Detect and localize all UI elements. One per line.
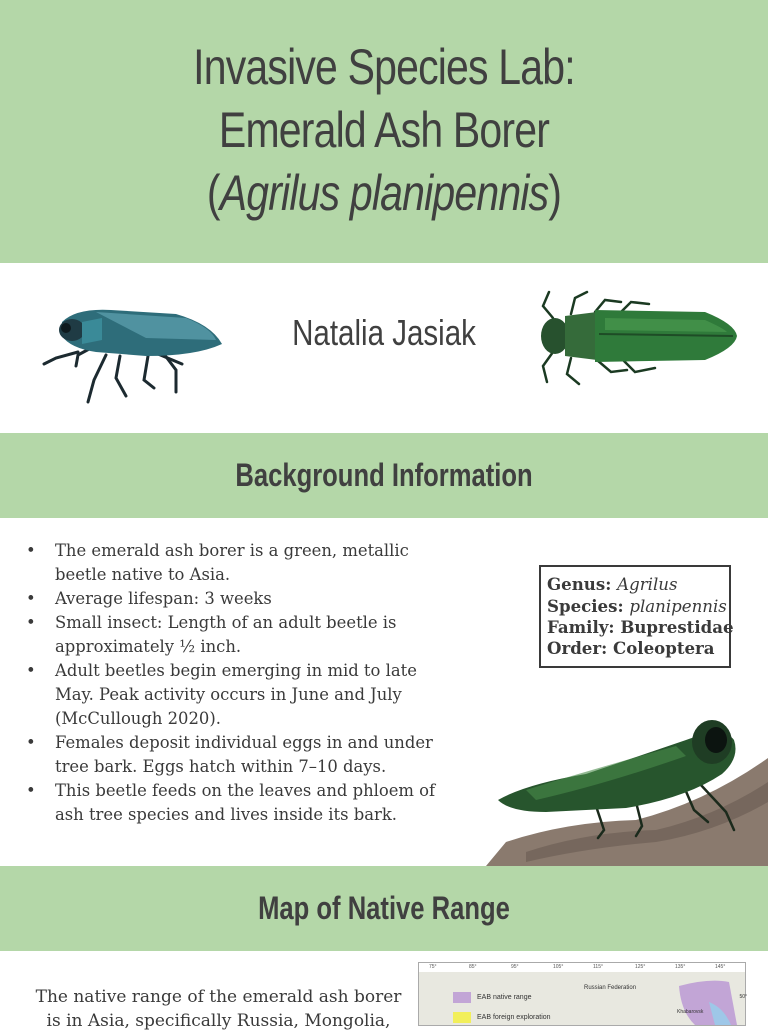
list-item: • This beetle feeds on the leaves and phloem of ash tree species and lives inside its bark. <box>22 779 447 827</box>
legend-swatch <box>453 1012 471 1023</box>
taxonomy-order: Order: Coleoptera <box>547 637 715 658</box>
legend-native-range: EAB native range <box>453 992 531 1003</box>
map-city-label: Khabarovsk <box>677 1009 704 1015</box>
map-section-header <box>0 866 768 951</box>
taxonomy-genus: Genus: Agrilus <box>547 574 678 594</box>
list-item: • The emerald ash borer is a green, metallic beetle native to Asia. <box>22 539 447 587</box>
map-longitude-ticks: 75° 85° 95° 105° 115° 125° 135° 145° <box>419 963 745 972</box>
list-item: • Small insect: Length of an adult beetle is approximately ½ inch. <box>22 611 447 659</box>
title-line-2: Emerald Ash Borer <box>218 102 550 158</box>
native-range-text: The native range of the emerald ash borer is in Asia, specifically Russia, Mongolia, <box>35 987 402 1031</box>
emerald-ash-borer-top-photo <box>535 288 740 388</box>
emerald-ash-borer-side-photo <box>36 300 226 410</box>
author-name: Natalia Jasiak <box>292 312 476 353</box>
map-country-label: Russian Federation <box>584 985 637 991</box>
taxonomy-species: Species: planipennis <box>547 595 727 616</box>
list-item: • Average lifespan: 3 weeks <box>22 587 447 611</box>
background-section-header <box>0 433 768 518</box>
title-banner <box>0 0 768 263</box>
map-latitude-label: 50° <box>739 994 747 1000</box>
native-range-map <box>418 962 746 1026</box>
list-item: • Females deposit individual eggs in and under tree bark. Eggs hatch within 7–10 days. <box>22 731 447 779</box>
list-item: • Adult beetles begin emerging in mid to late May. Peak activity occurs in June and July (McCullough 2020). <box>22 659 447 731</box>
legend-foreign-exploration: EAB foreign exploration <box>453 1012 551 1023</box>
taxonomy-box <box>539 565 734 668</box>
background-heading: Background Information <box>235 457 533 493</box>
legend-swatch <box>453 992 471 1003</box>
background-facts-list <box>22 539 447 827</box>
title-line-1: Invasive Species Lab: <box>193 39 575 95</box>
emerald-ash-borer-bark-photo <box>486 712 768 866</box>
map-heading: Map of Native Range <box>258 890 510 926</box>
title-line-3: (Agrilus planipennis) <box>206 165 562 221</box>
scientific-name: Agrilus planipennis <box>219 165 549 221</box>
taxonomy-family: Family: Buprestidae <box>547 617 734 637</box>
page-title <box>69 36 699 225</box>
